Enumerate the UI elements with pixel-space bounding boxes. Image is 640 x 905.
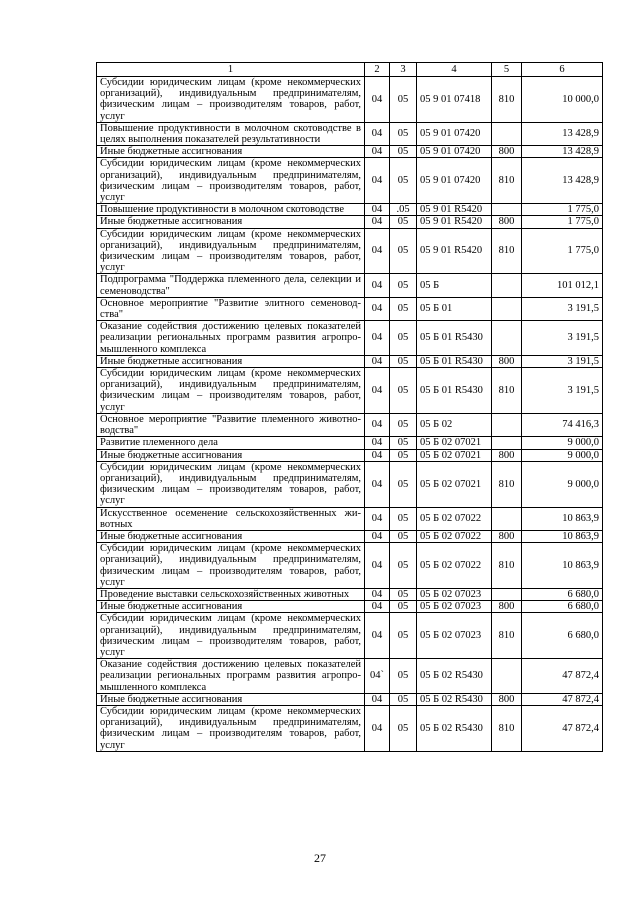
row-subsection: 05 bbox=[390, 77, 417, 123]
row-amount: 47 872,4 bbox=[522, 705, 603, 751]
row-name: Оказание содействия достижению целевых показателей реализации региональных программ развития агропро-мышленного комплекса bbox=[97, 659, 365, 694]
row-amount: 1 775,0 bbox=[522, 216, 603, 228]
row-name: Субсидии юридическим лицам (кроме некоммерческих организаций), индивидуальным предпринимателям, физическим лицам – производителям товаров, работ, услуг bbox=[97, 158, 365, 204]
row-expense-type: 800 bbox=[492, 216, 522, 228]
row-subsection: 05 bbox=[390, 659, 417, 694]
row-section: 04 bbox=[365, 158, 390, 204]
row-subsection: 05 bbox=[390, 437, 417, 449]
row-target-code: 05 Б 02 R5430 bbox=[417, 659, 492, 694]
row-amount: 6 680,0 bbox=[522, 588, 603, 600]
row-amount: 13 428,9 bbox=[522, 158, 603, 204]
row-amount: 3 191,5 bbox=[522, 355, 603, 367]
row-name: Повышение продуктивности в молочном скотоводстве bbox=[97, 204, 365, 216]
row-target-code: 05 Б 01 R5430 bbox=[417, 321, 492, 356]
row-name: Подпрограмма "Поддержка племенного дела, селекции и семеноводства" bbox=[97, 274, 365, 297]
row-amount: 3 191,5 bbox=[522, 297, 603, 320]
row-amount: 47 872,4 bbox=[522, 693, 603, 705]
row-subsection: 05 bbox=[390, 705, 417, 751]
row-target-code: 05 Б 02 07023 bbox=[417, 588, 492, 600]
table-row bbox=[97, 601, 603, 613]
row-target-code: 05 Б 02 07023 bbox=[417, 613, 492, 659]
row-section: 04 bbox=[365, 507, 390, 530]
row-name: Субсидии юридическим лицам (кроме некоммерческих организаций), индивидуальным предпринимателям, физическим лицам – производителям товаров, работ, услуг bbox=[97, 77, 365, 123]
row-name: Основное мероприятие "Развитие племенного животно-водства" bbox=[97, 413, 365, 436]
row-section: 04 bbox=[365, 321, 390, 356]
row-section: 04 bbox=[365, 437, 390, 449]
row-amount: 10 000,0 bbox=[522, 77, 603, 123]
table-row bbox=[97, 437, 603, 449]
row-expense-type: 810 bbox=[492, 705, 522, 751]
row-expense-type bbox=[492, 413, 522, 436]
row-subsection: 05 bbox=[390, 613, 417, 659]
table-row bbox=[97, 693, 603, 705]
table-row bbox=[97, 355, 603, 367]
row-amount: 1 775,0 bbox=[522, 204, 603, 216]
row-expense-type bbox=[492, 321, 522, 356]
row-name: Иные бюджетные ассигнования bbox=[97, 693, 365, 705]
table-row bbox=[97, 705, 603, 751]
row-amount: 9 000,0 bbox=[522, 461, 603, 507]
row-subsection: 05 bbox=[390, 122, 417, 145]
row-expense-type bbox=[492, 437, 522, 449]
header-col-3: 3 bbox=[390, 63, 417, 77]
row-subsection: 05 bbox=[390, 461, 417, 507]
row-target-code: 05 Б 02 07021 bbox=[417, 437, 492, 449]
header-col-1: 1 bbox=[97, 63, 365, 77]
header-row bbox=[97, 63, 603, 77]
table-row bbox=[97, 613, 603, 659]
row-subsection: 05 bbox=[390, 588, 417, 600]
row-section: 04 bbox=[365, 77, 390, 123]
row-amount: 9 000,0 bbox=[522, 449, 603, 461]
row-subsection: 05 bbox=[390, 449, 417, 461]
table-row bbox=[97, 507, 603, 530]
row-target-code: 05 9 01 07420 bbox=[417, 146, 492, 158]
row-expense-type: 810 bbox=[492, 228, 522, 274]
row-amount: 101 012,1 bbox=[522, 274, 603, 297]
row-section: 04 bbox=[365, 601, 390, 613]
row-name: Субсидии юридическим лицам (кроме некоммерческих организаций), индивидуальным предпринимателям, физическим лицам – производителям товаров, работ, услуг bbox=[97, 228, 365, 274]
row-expense-type: 810 bbox=[492, 543, 522, 589]
row-expense-type: 800 bbox=[492, 601, 522, 613]
row-amount: 10 863,9 bbox=[522, 530, 603, 542]
row-subsection: 05 bbox=[390, 158, 417, 204]
table-row bbox=[97, 146, 603, 158]
row-target-code: 05 9 01 07420 bbox=[417, 122, 492, 145]
table-row bbox=[97, 274, 603, 297]
row-subsection: 05 bbox=[390, 274, 417, 297]
row-name: Субсидии юридическим лицам (кроме некоммерческих организаций), индивидуальным предпринимателям, физическим лицам – производителям товаров, работ, услуг bbox=[97, 368, 365, 414]
row-amount: 6 680,0 bbox=[522, 601, 603, 613]
row-section: 04 bbox=[365, 705, 390, 751]
row-section: 04 bbox=[365, 274, 390, 297]
row-subsection: 05 bbox=[390, 355, 417, 367]
row-section: 04 bbox=[365, 228, 390, 274]
row-expense-type bbox=[492, 297, 522, 320]
row-target-code: 05 9 01 07420 bbox=[417, 158, 492, 204]
row-section: 04 bbox=[365, 122, 390, 145]
table-row bbox=[97, 77, 603, 123]
row-name: Субсидии юридическим лицам (кроме некоммерческих организаций), индивидуальным предпринимателям, физическим лицам – производителям товаров, работ, услуг bbox=[97, 705, 365, 751]
row-name: Искусственное осеменение сельскохозяйственных жи-вотных bbox=[97, 507, 365, 530]
table-row bbox=[97, 659, 603, 694]
row-section: 04 bbox=[365, 297, 390, 320]
table-row bbox=[97, 368, 603, 414]
row-section: 04 bbox=[365, 530, 390, 542]
row-target-code: 05 Б 01 bbox=[417, 297, 492, 320]
row-section: 04 bbox=[365, 693, 390, 705]
row-name: Оказание содействия достижению целевых показателей реализации региональных программ развития агропро-мышленного комплекса bbox=[97, 321, 365, 356]
row-target-code: 05 Б 02 R5430 bbox=[417, 705, 492, 751]
row-amount: 3 191,5 bbox=[522, 321, 603, 356]
row-name: Иные бюджетные ассигнования bbox=[97, 216, 365, 228]
budget-table bbox=[96, 62, 603, 752]
table-body bbox=[97, 77, 603, 752]
row-target-code: 05 Б 02 R5430 bbox=[417, 693, 492, 705]
row-name: Иные бюджетные ассигнования bbox=[97, 601, 365, 613]
table-row bbox=[97, 122, 603, 145]
row-subsection: 05 bbox=[390, 297, 417, 320]
row-target-code: 05 Б 02 bbox=[417, 413, 492, 436]
row-section: 04 bbox=[365, 368, 390, 414]
row-section: 04 bbox=[365, 204, 390, 216]
row-name: Развитие племенного дела bbox=[97, 437, 365, 449]
header-col-6: 6 bbox=[522, 63, 603, 77]
header-col-4: 4 bbox=[417, 63, 492, 77]
row-amount: 13 428,9 bbox=[522, 122, 603, 145]
row-target-code: 05 Б 01 R5430 bbox=[417, 355, 492, 367]
row-name: Субсидии юридическим лицам (кроме некоммерческих организаций), индивидуальным предпринимателям, физическим лицам – производителям товаров, работ, услуг bbox=[97, 461, 365, 507]
row-section: 04 bbox=[365, 216, 390, 228]
row-subsection: 05 bbox=[390, 693, 417, 705]
row-name: Иные бюджетные ассигнования bbox=[97, 530, 365, 542]
row-expense-type bbox=[492, 122, 522, 145]
table-row bbox=[97, 413, 603, 436]
row-expense-type bbox=[492, 588, 522, 600]
row-amount: 10 863,9 bbox=[522, 543, 603, 589]
row-expense-type: 810 bbox=[492, 461, 522, 507]
row-expense-type: 810 bbox=[492, 368, 522, 414]
row-expense-type bbox=[492, 659, 522, 694]
row-name: Иные бюджетные ассигнования bbox=[97, 449, 365, 461]
header-col-2: 2 bbox=[365, 63, 390, 77]
row-name: Иные бюджетные ассигнования bbox=[97, 355, 365, 367]
row-section: 04 bbox=[365, 461, 390, 507]
row-subsection: 05 bbox=[390, 228, 417, 274]
row-name: Проведение выставки сельскохозяйственных животных bbox=[97, 588, 365, 600]
row-expense-type: 800 bbox=[492, 449, 522, 461]
row-subsection: 05 bbox=[390, 146, 417, 158]
row-subsection: 05 bbox=[390, 413, 417, 436]
page-number: 27 bbox=[314, 851, 326, 865]
row-target-code: 05 9 01 R5420 bbox=[417, 204, 492, 216]
row-target-code: 05 Б 02 07022 bbox=[417, 543, 492, 589]
row-subsection: 05 bbox=[390, 601, 417, 613]
row-amount: 47 872,4 bbox=[522, 659, 603, 694]
table-row bbox=[97, 543, 603, 589]
row-amount: 3 191,5 bbox=[522, 368, 603, 414]
row-subsection: .05 bbox=[390, 204, 417, 216]
row-subsection: 05 bbox=[390, 543, 417, 589]
table-row bbox=[97, 216, 603, 228]
row-section: 04 bbox=[365, 588, 390, 600]
row-section: 04 bbox=[365, 613, 390, 659]
row-target-code: 05 Б bbox=[417, 274, 492, 297]
row-amount: 1 775,0 bbox=[522, 228, 603, 274]
row-section: 04 bbox=[365, 543, 390, 589]
row-subsection: 05 bbox=[390, 216, 417, 228]
row-amount: 13 428,9 bbox=[522, 146, 603, 158]
row-name: Основное мероприятие "Развитие элитного семеновод-ства" bbox=[97, 297, 365, 320]
row-expense-type bbox=[492, 204, 522, 216]
table-row bbox=[97, 228, 603, 274]
row-subsection: 05 bbox=[390, 507, 417, 530]
row-amount: 10 863,9 bbox=[522, 507, 603, 530]
row-subsection: 05 bbox=[390, 530, 417, 542]
table-row bbox=[97, 461, 603, 507]
row-target-code: 05 Б 02 07021 bbox=[417, 461, 492, 507]
row-target-code: 05 Б 02 07022 bbox=[417, 507, 492, 530]
row-subsection: 05 bbox=[390, 321, 417, 356]
row-amount: 74 416,3 bbox=[522, 413, 603, 436]
row-section: 04 bbox=[365, 449, 390, 461]
row-name: Повышение продуктивности в молочном скотоводстве в целях выполнения показателей результативности bbox=[97, 122, 365, 145]
row-section: 04 bbox=[365, 355, 390, 367]
row-target-code: 05 9 01 R5420 bbox=[417, 228, 492, 274]
table-row bbox=[97, 297, 603, 320]
row-target-code: 05 9 01 07418 bbox=[417, 77, 492, 123]
table-row bbox=[97, 530, 603, 542]
row-name: Субсидии юридическим лицам (кроме некоммерческих организаций), индивидуальным предпринимателям, физическим лицам – производителям товаров, работ, услуг bbox=[97, 543, 365, 589]
row-section: 04 bbox=[365, 146, 390, 158]
row-target-code: 05 9 01 R5420 bbox=[417, 216, 492, 228]
row-name: Иные бюджетные ассигнования bbox=[97, 146, 365, 158]
row-target-code: 05 Б 02 07021 bbox=[417, 449, 492, 461]
row-expense-type: 800 bbox=[492, 693, 522, 705]
table-row bbox=[97, 321, 603, 356]
table-row bbox=[97, 158, 603, 204]
row-target-code: 05 Б 01 R5430 bbox=[417, 368, 492, 414]
row-amount: 6 680,0 bbox=[522, 613, 603, 659]
row-expense-type: 810 bbox=[492, 613, 522, 659]
row-expense-type bbox=[492, 274, 522, 297]
row-target-code: 05 Б 02 07022 bbox=[417, 530, 492, 542]
row-section: 04` bbox=[365, 659, 390, 694]
row-expense-type: 810 bbox=[492, 158, 522, 204]
row-expense-type: 800 bbox=[492, 146, 522, 158]
row-subsection: 05 bbox=[390, 368, 417, 414]
row-expense-type: 800 bbox=[492, 355, 522, 367]
row-expense-type: 810 bbox=[492, 77, 522, 123]
row-expense-type bbox=[492, 507, 522, 530]
table-row bbox=[97, 449, 603, 461]
row-amount: 9 000,0 bbox=[522, 437, 603, 449]
row-name: Субсидии юридическим лицам (кроме некоммерческих организаций), индивидуальным предпринимателям, физическим лицам – производителям товаров, работ, услуг bbox=[97, 613, 365, 659]
table-row bbox=[97, 204, 603, 216]
row-expense-type: 800 bbox=[492, 530, 522, 542]
header-col-5: 5 bbox=[492, 63, 522, 77]
table-row bbox=[97, 588, 603, 600]
row-target-code: 05 Б 02 07023 bbox=[417, 601, 492, 613]
row-section: 04 bbox=[365, 413, 390, 436]
